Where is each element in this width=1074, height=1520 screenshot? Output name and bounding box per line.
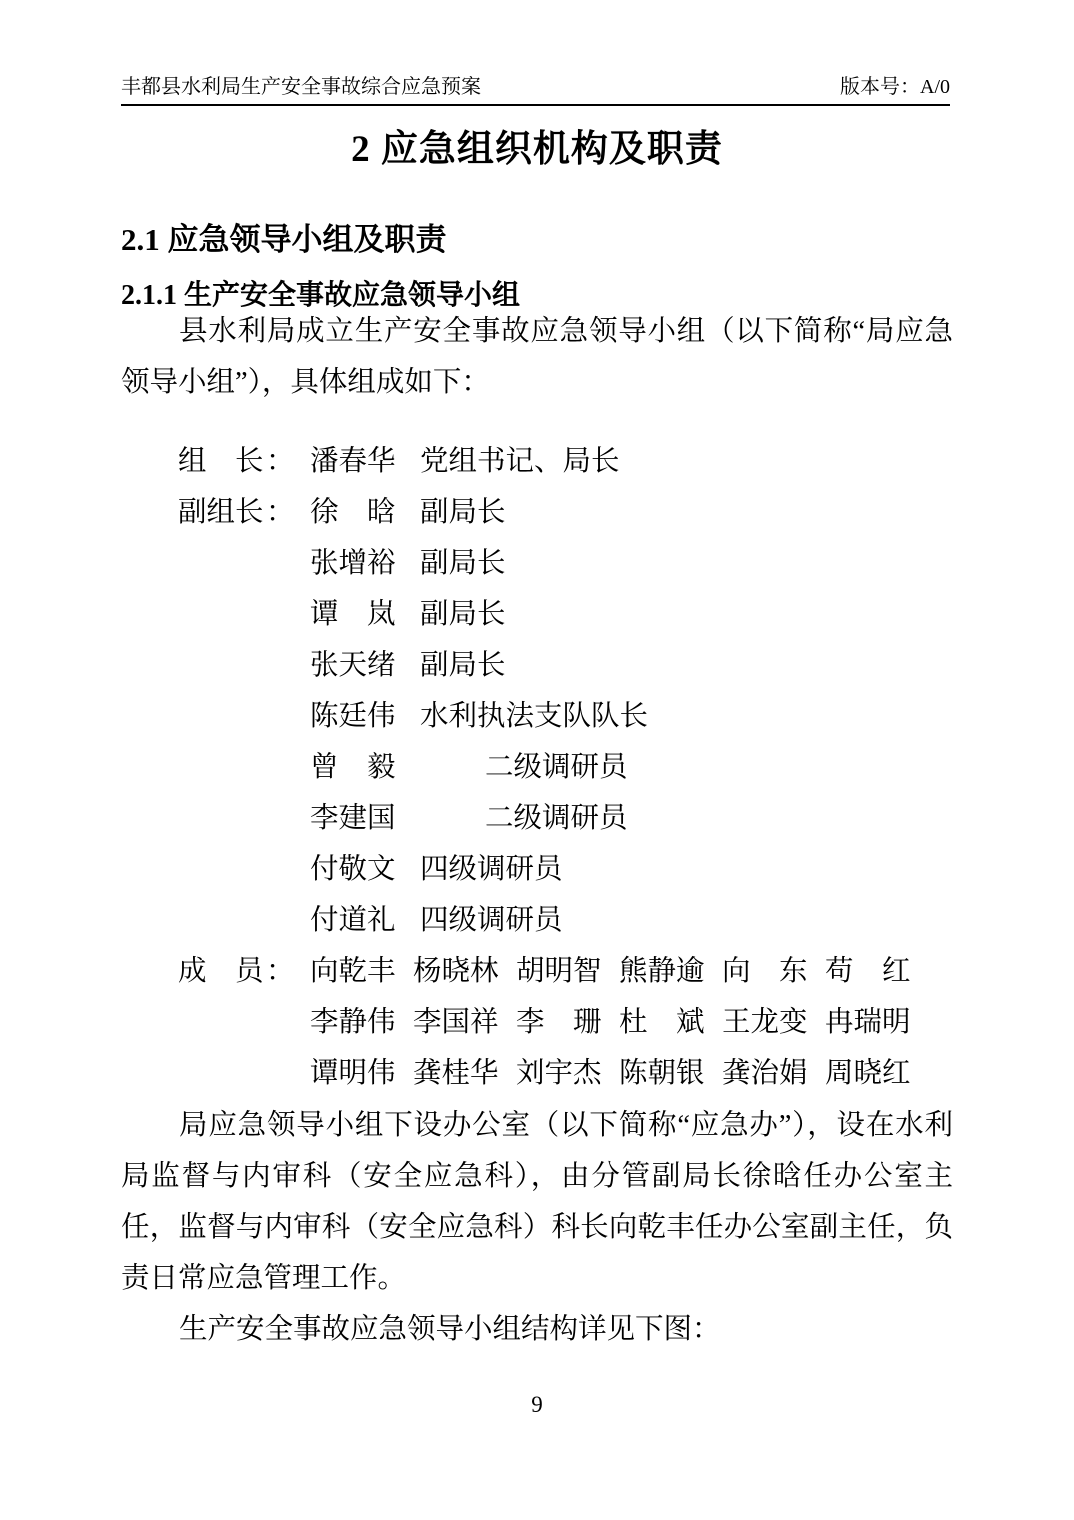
member-name: 谭明伟	[310, 1058, 396, 1089]
member-name: 杜 斌	[619, 1007, 705, 1038]
member-name: 熊静逾	[619, 956, 705, 987]
roster-row-deputy	[178, 586, 958, 637]
roster-person-title: 四级调研员	[420, 854, 563, 885]
roster-person-title: 四级调研员	[420, 905, 563, 936]
chapter-title: 2 应急组织机构及职责	[351, 129, 723, 170]
member-name: 王龙变	[722, 1007, 808, 1038]
member-name: 陈朝银	[619, 1058, 705, 1089]
subsection-heading-2-1-1: 2.1.1 生产安全事故应急领导小组	[121, 280, 521, 311]
section-heading-2-1: 2.1 应急领导小组及职责	[121, 222, 447, 257]
leadership-roster	[178, 433, 958, 1096]
member-name: 向乾丰	[310, 956, 396, 987]
member-name: 李国祥	[413, 1007, 499, 1038]
member-name: 苟 红	[825, 956, 911, 987]
office-paragraph: 局应急领导小组下设办公室（以下简称“应急办”），设在水利局监督与内审科（安全应急科），由分管副局长徐晗任办公室主任，监督与内审科（安全应急科）科长向乾丰任办公室副主任，负责日常应急管理工作。	[121, 1110, 953, 1294]
roster-row-deputy	[178, 535, 958, 586]
roster-person-title: 二级调研员	[485, 752, 628, 783]
roster-role-label: 副组长	[178, 497, 264, 528]
member-name: 杨晓林	[413, 956, 499, 987]
roster-row-deputy	[178, 739, 958, 790]
roster-colon: ：	[266, 497, 295, 528]
roster-person-title: 副局长	[420, 497, 506, 528]
roster-row-deputy	[178, 484, 958, 535]
structure-note-paragraph: 生产安全事故应急领导小组结构详见下图：	[179, 1314, 721, 1345]
roster-person-title: 二级调研员	[485, 803, 628, 834]
roster-colon: ：	[266, 956, 295, 987]
roster-colon: ：	[266, 446, 295, 477]
member-name: 龚桂华	[413, 1058, 499, 1089]
roster-row-deputy	[178, 841, 958, 892]
roster-person-title: 水利执法支队队长	[420, 701, 649, 732]
page-number: 9	[531, 1392, 543, 1417]
roster-row-members	[178, 943, 958, 994]
page-header	[121, 70, 950, 106]
member-name: 胡明智	[516, 956, 602, 987]
roster-row-deputy	[178, 637, 958, 688]
member-name: 周晓红	[825, 1058, 911, 1089]
roster-role-label: 组 长	[178, 446, 264, 477]
roster-row-deputy	[178, 688, 958, 739]
member-name: 向 东	[722, 956, 808, 987]
roster-person-name: 付道礼	[310, 905, 396, 936]
roster-row-leader	[178, 433, 958, 484]
roster-person-name: 潘春华	[310, 446, 396, 477]
roster-row-deputy	[178, 790, 958, 841]
member-name: 冉瑞明	[825, 1007, 911, 1038]
member-name: 李静伟	[310, 1007, 396, 1038]
roster-person-name: 徐 晗	[310, 497, 396, 528]
roster-person-name: 张天绪	[310, 650, 396, 681]
roster-person-title: 副局长	[420, 650, 506, 681]
roster-role-label: 成 员	[178, 956, 264, 987]
roster-person-name: 李建国	[310, 803, 396, 834]
roster-person-title: 副局长	[420, 599, 506, 630]
roster-row-deputy	[178, 892, 958, 943]
roster-person-title: 副局长	[420, 548, 506, 579]
roster-person-title: 党组书记、局长	[420, 446, 620, 477]
roster-row-members	[178, 994, 958, 1045]
roster-person-name: 谭 岚	[310, 599, 396, 630]
roster-person-name: 付敬文	[310, 854, 396, 885]
roster-row-members	[178, 1045, 958, 1096]
member-name: 龚治娟	[722, 1058, 808, 1089]
header-document-title: 丰都县水利局生产安全事故综合应急预案	[121, 76, 481, 98]
roster-person-name: 张增裕	[310, 548, 396, 579]
roster-person-name: 曾 毅	[310, 752, 396, 783]
member-name: 刘宇杰	[516, 1058, 602, 1089]
intro-paragraph: 县水利局成立生产安全事故应急领导小组（以下简称“局应急领导小组”），具体组成如下：	[121, 316, 953, 398]
header-version-label: 版本号：A/0	[840, 76, 950, 98]
member-name: 李 珊	[516, 1007, 602, 1038]
roster-person-name: 陈廷伟	[310, 701, 396, 732]
body-paragraphs	[121, 1100, 953, 1355]
